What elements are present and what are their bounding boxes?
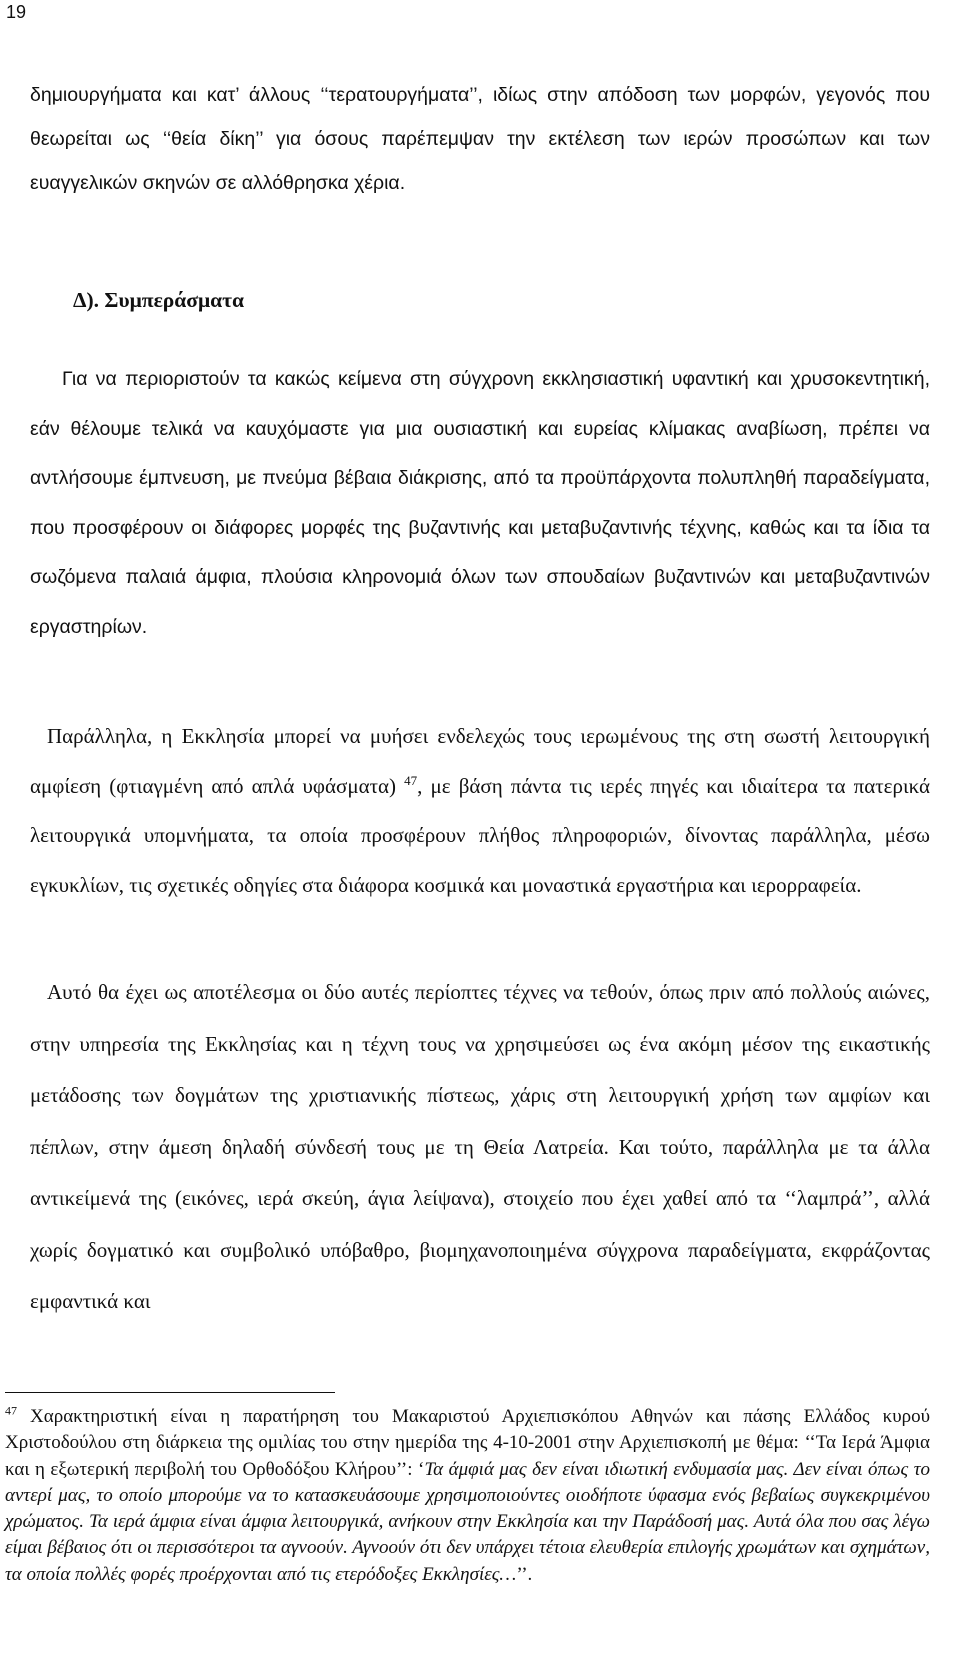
paragraph-conclusions-1: Για να περιοριστούν τα κακώς κείμενα στη σύγχρονη εκκλησιαστική υφαντική και χρυσοκεντητική, εάν θέλουμε τελικά να καυχόμαστε για μια ουσιαστική και ευρείας κλίμακας αναβίωση, πρέπει να αντλήσουμε έμπνευση, με πνεύμα βέβαια διάκρισης, από τα προϋπάρχοντα πολυπληθή παραδείγματα, που προσφέρουν οι διάφορες μορφές της βυζαντινής και μεταβυζαντινής τέχνης, καθώς και τα ίδια τα σωζόμενα παλαιά άμφια, πλούσια κληρονομιά όλων των σπουδαίων βυζαντινών και μεταβυζαντινών εργαστηρίων. <box>30 368 930 638</box>
footnote-text-end: ’’. <box>516 1563 533 1585</box>
footnote-quote: Τα άμφιά μας δεν είναι ιδιωτική ενδυμασία μας. Δεν είναι όπως το αντερί μας, το οποίο μπορούμε να το κατασκευάσουμε χρησιμοποιούντες οιοδήποτε ύφασμα ενός βεβαίως συγκεκριμένου χρώματος. Τα ιερά άμφια είναι άμφια λειτουργικά, ανήκουν στην Εκκλησία και την Παράδοσή μας. Αυτά όλα που σας λέγω είμαι βέβαιος ότι οι περισσότεροι τα αγνοούν. Αγνοούν ότι δεν υπάρχει τέτοια ελευθερία επιλογής χρωμάτων και σχημάτων, τα οποία πολλές φορές προέρχονται από τις ετερόδοξες Εκκλησίες… <box>5 1458 930 1585</box>
paragraph-conclusions-3: Αυτό θα έχει ως αποτέλεσμα οι δύο αυτές περίοπτες τέχνες να τεθούν, όπως πριν από πολλούς αιώνες, στην υπηρεσία της Εκκλησίας και η τέχνη τους να χρησιμεύσει ως ένα ακόμη μέσον της εικαστικής μετάδοσης των δογμάτων της χριστιανικής πίστεως, χάρις στη λειτουργική χρήση των αμφίων και πέπλων, στην άμεση δηλαδή σύνδεσή τους με τη Θεία Λατρεία. Και τούτο, παράλληλα με τα άλλα αντικείμενά της (εικόνες, ιερά σκεύη, άγια λείψανα), στοιχείο που έχει χαθεί από τα ‘‘λαμπρά’’, αλλά χωρίς δογματικό και συμβολικό υπόβαθρο, βιομηχανοποιημένα σύγχρονα παραδείγματα, εκφράζοντας εμφαντικά και <box>30 980 930 1313</box>
paragraph-intro: δημιουργήματα και κατ’ άλλους ‘‘τερατουργήματα’’, ιδίως στην απόδοση των μορφών, γεγονός που θεωρείται ως ‘‘θεία δίκη’’ για όσους παρέπεμψαν την εκτέλεση των ιερών προσώπων και των ευαγγελικών σκηνών σε αλλόθρησκα χέρια. <box>30 84 930 194</box>
paragraph-conclusions-2 <box>30 712 930 910</box>
footnote-text: Χαρακτηριστική είναι η παρατήρηση του Μακαριστού Αρχιεπισκόπου Αθηνών και πάσης Ελλάδος κυρού Χριστοδούλου στη διάρκεια της ομιλίας του στην ημερίδα της 4-10-2001 στην Αρχιεπισκοπή με θέμα: ‘‘Τα Ιερά Άμφια και η εξωτερική περιβολή του Ορθοδόξου Κλήρου’’: ‘ <box>5 1406 930 1480</box>
paragraph-text-part: , με βάση πάντα τις ιερές πηγές και ιδιαίτερα τα πατερικά λειτουργικά υπομνήματα, τα οποία προσφέρουν πλήθος πληροφοριών, δίνοντας παράλληλα, μέσω εγκυκλίων, τις σχετικές οδηγίες στα διάφορα κοσμικά και μοναστικά εργαστήρια και ιερορραφεία. <box>30 773 931 897</box>
footnote-reference: 47 <box>404 772 418 788</box>
footnote <box>5 1404 930 1588</box>
footnote-separator <box>5 1392 335 1393</box>
paragraph-text-part: Παράλληλα, η Εκκλησία μπορεί να μυήσει ενδελεχώς τους ιερωμένους της στη σωστή λειτουργική αμφίεση (φτιαγμένη από απλά υφάσματα) <box>30 724 930 798</box>
page-number: 19 <box>6 2 27 22</box>
footnote-marker: 47 <box>5 1403 17 1418</box>
section-heading: Δ). Συμπεράσματα <box>73 288 245 312</box>
